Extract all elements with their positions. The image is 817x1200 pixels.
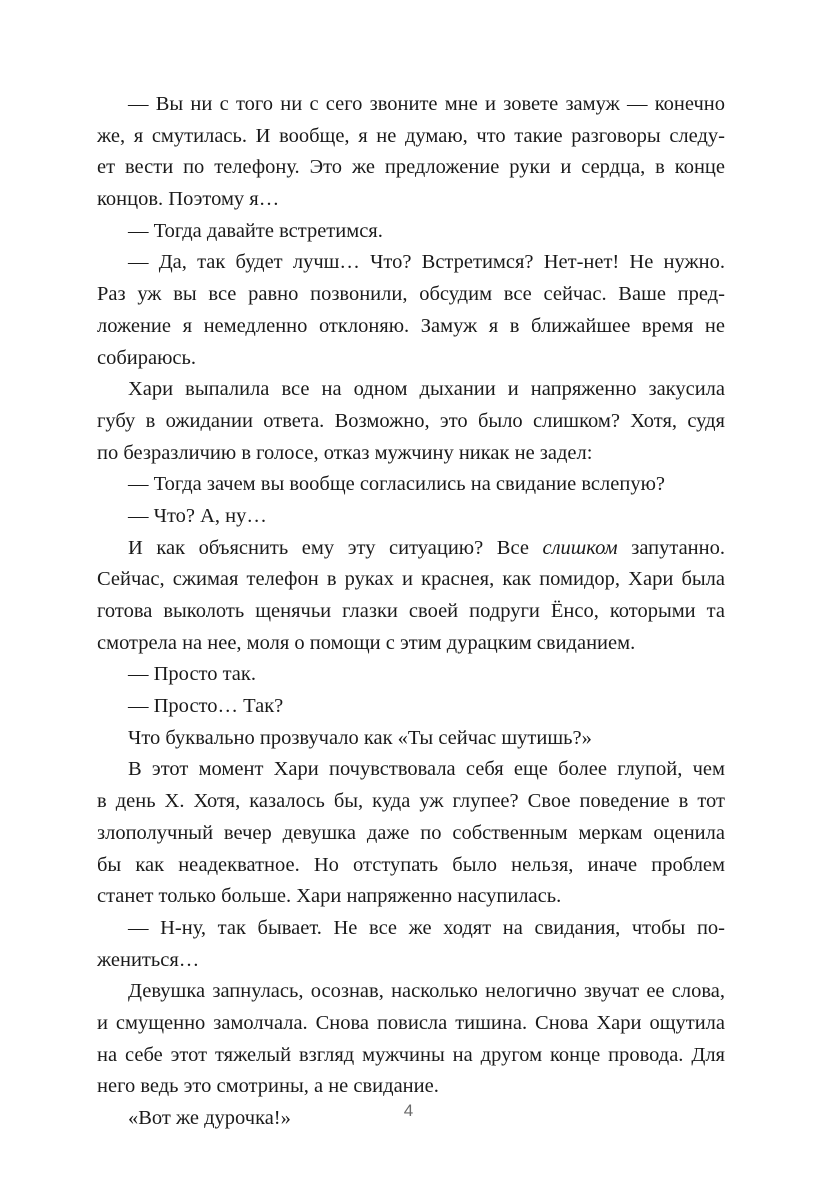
text-line: Сейчас, сжимая телефон в руках и краснея, как помидор, Хари была bbox=[97, 568, 725, 591]
page-number: 4 bbox=[403, 1101, 414, 1120]
text-line: В этот момент Хари почувствовала себя еще более глупой, чем bbox=[128, 758, 725, 781]
text-line: концов. Поэтому я… bbox=[97, 188, 280, 211]
text-fragment: И как объяснить ему эту ситуацию? Все bbox=[128, 536, 543, 559]
text-line: «Вот же дурочка!» bbox=[128, 1107, 291, 1129]
text-line: станет только больше. Хари напряженно насупилась. bbox=[97, 885, 562, 908]
text-line: — Да, так будет лучш… Что? Встретимся? Нет-нет! Не нужно. bbox=[128, 251, 725, 274]
text-line: — Тогда зачем вы вообще согласились на свидание вслепую? bbox=[128, 473, 665, 496]
text-line: Что буквально прозвучало как «Ты сейчас шутишь?» bbox=[128, 726, 592, 749]
text-line: ет вести по телефону. Это же предложение руки и сердца, в конце bbox=[97, 156, 725, 179]
text-line: на себе этот тяжелый взгляд мужчины на другом конце провода. Для bbox=[97, 1043, 725, 1066]
text-line: жениться… bbox=[97, 948, 200, 971]
text-line: ложение я немедленно отклоняю. Замуж я в ближайшее время не bbox=[97, 314, 725, 337]
text-line: него ведь это смотрины, а не свидание. bbox=[97, 1075, 439, 1098]
text-line bbox=[97, 533, 725, 565]
text-line: Хари выпалила все на одном дыхании и напряженно закусила bbox=[128, 378, 725, 401]
text-line: же, я смутилась. И вообще, я не думаю, что такие разговоры следу- bbox=[97, 124, 725, 147]
text-line: — Вы ни с того ни с сего звоните мне и зовете замуж — конечно bbox=[128, 93, 725, 115]
text-line: — Что? А, ну… bbox=[128, 504, 267, 527]
text-line: и смущенно замолчала. Снова повисла тишина. Снова Хари ощутила bbox=[97, 1011, 725, 1034]
text-line: Девушка запнулась, осознав, насколько нелогично звучат ее слова, bbox=[128, 980, 725, 1003]
body-text bbox=[97, 89, 725, 1135]
text-line: бы как неадекватное. Но отступать было нельзя, иначе проблем bbox=[97, 853, 725, 876]
text-line: смотрела на нее, моля о помощи с этим дурацким свиданием. bbox=[97, 631, 636, 654]
text-line: в день Х. Хотя, казалось бы, куда уж глупее? Свое поведение в тот bbox=[97, 790, 725, 813]
text-line: готова выколоть щенячьи глазки своей подруги Ёнсо, которыми та bbox=[97, 600, 725, 622]
text-line: по безразличию в голосе, отказ мужчину никак не задел: bbox=[97, 441, 593, 464]
text-line: злополучный вечер девушка даже по собственным меркам оценила bbox=[97, 821, 725, 844]
text-line: — Тогда давайте встретимся. bbox=[128, 219, 383, 242]
text-line: губу в ожидании ответа. Возможно, это было слишком? Хотя, судя bbox=[97, 409, 725, 432]
text-line: Раз уж вы все равно позвонили, обсудим все сейчас. Ваше пред- bbox=[97, 283, 725, 306]
italic-emphasis: слишком bbox=[542, 536, 618, 559]
text-line: собираюсь. bbox=[97, 346, 196, 369]
text-line: — Н-ну, так бывает. Не все же ходят на свидания, чтобы по- bbox=[128, 916, 725, 939]
text-fragment: запутанно. bbox=[617, 536, 725, 559]
text-line: — Просто так. bbox=[128, 663, 256, 686]
text-line: — Просто… Так? bbox=[128, 695, 284, 718]
